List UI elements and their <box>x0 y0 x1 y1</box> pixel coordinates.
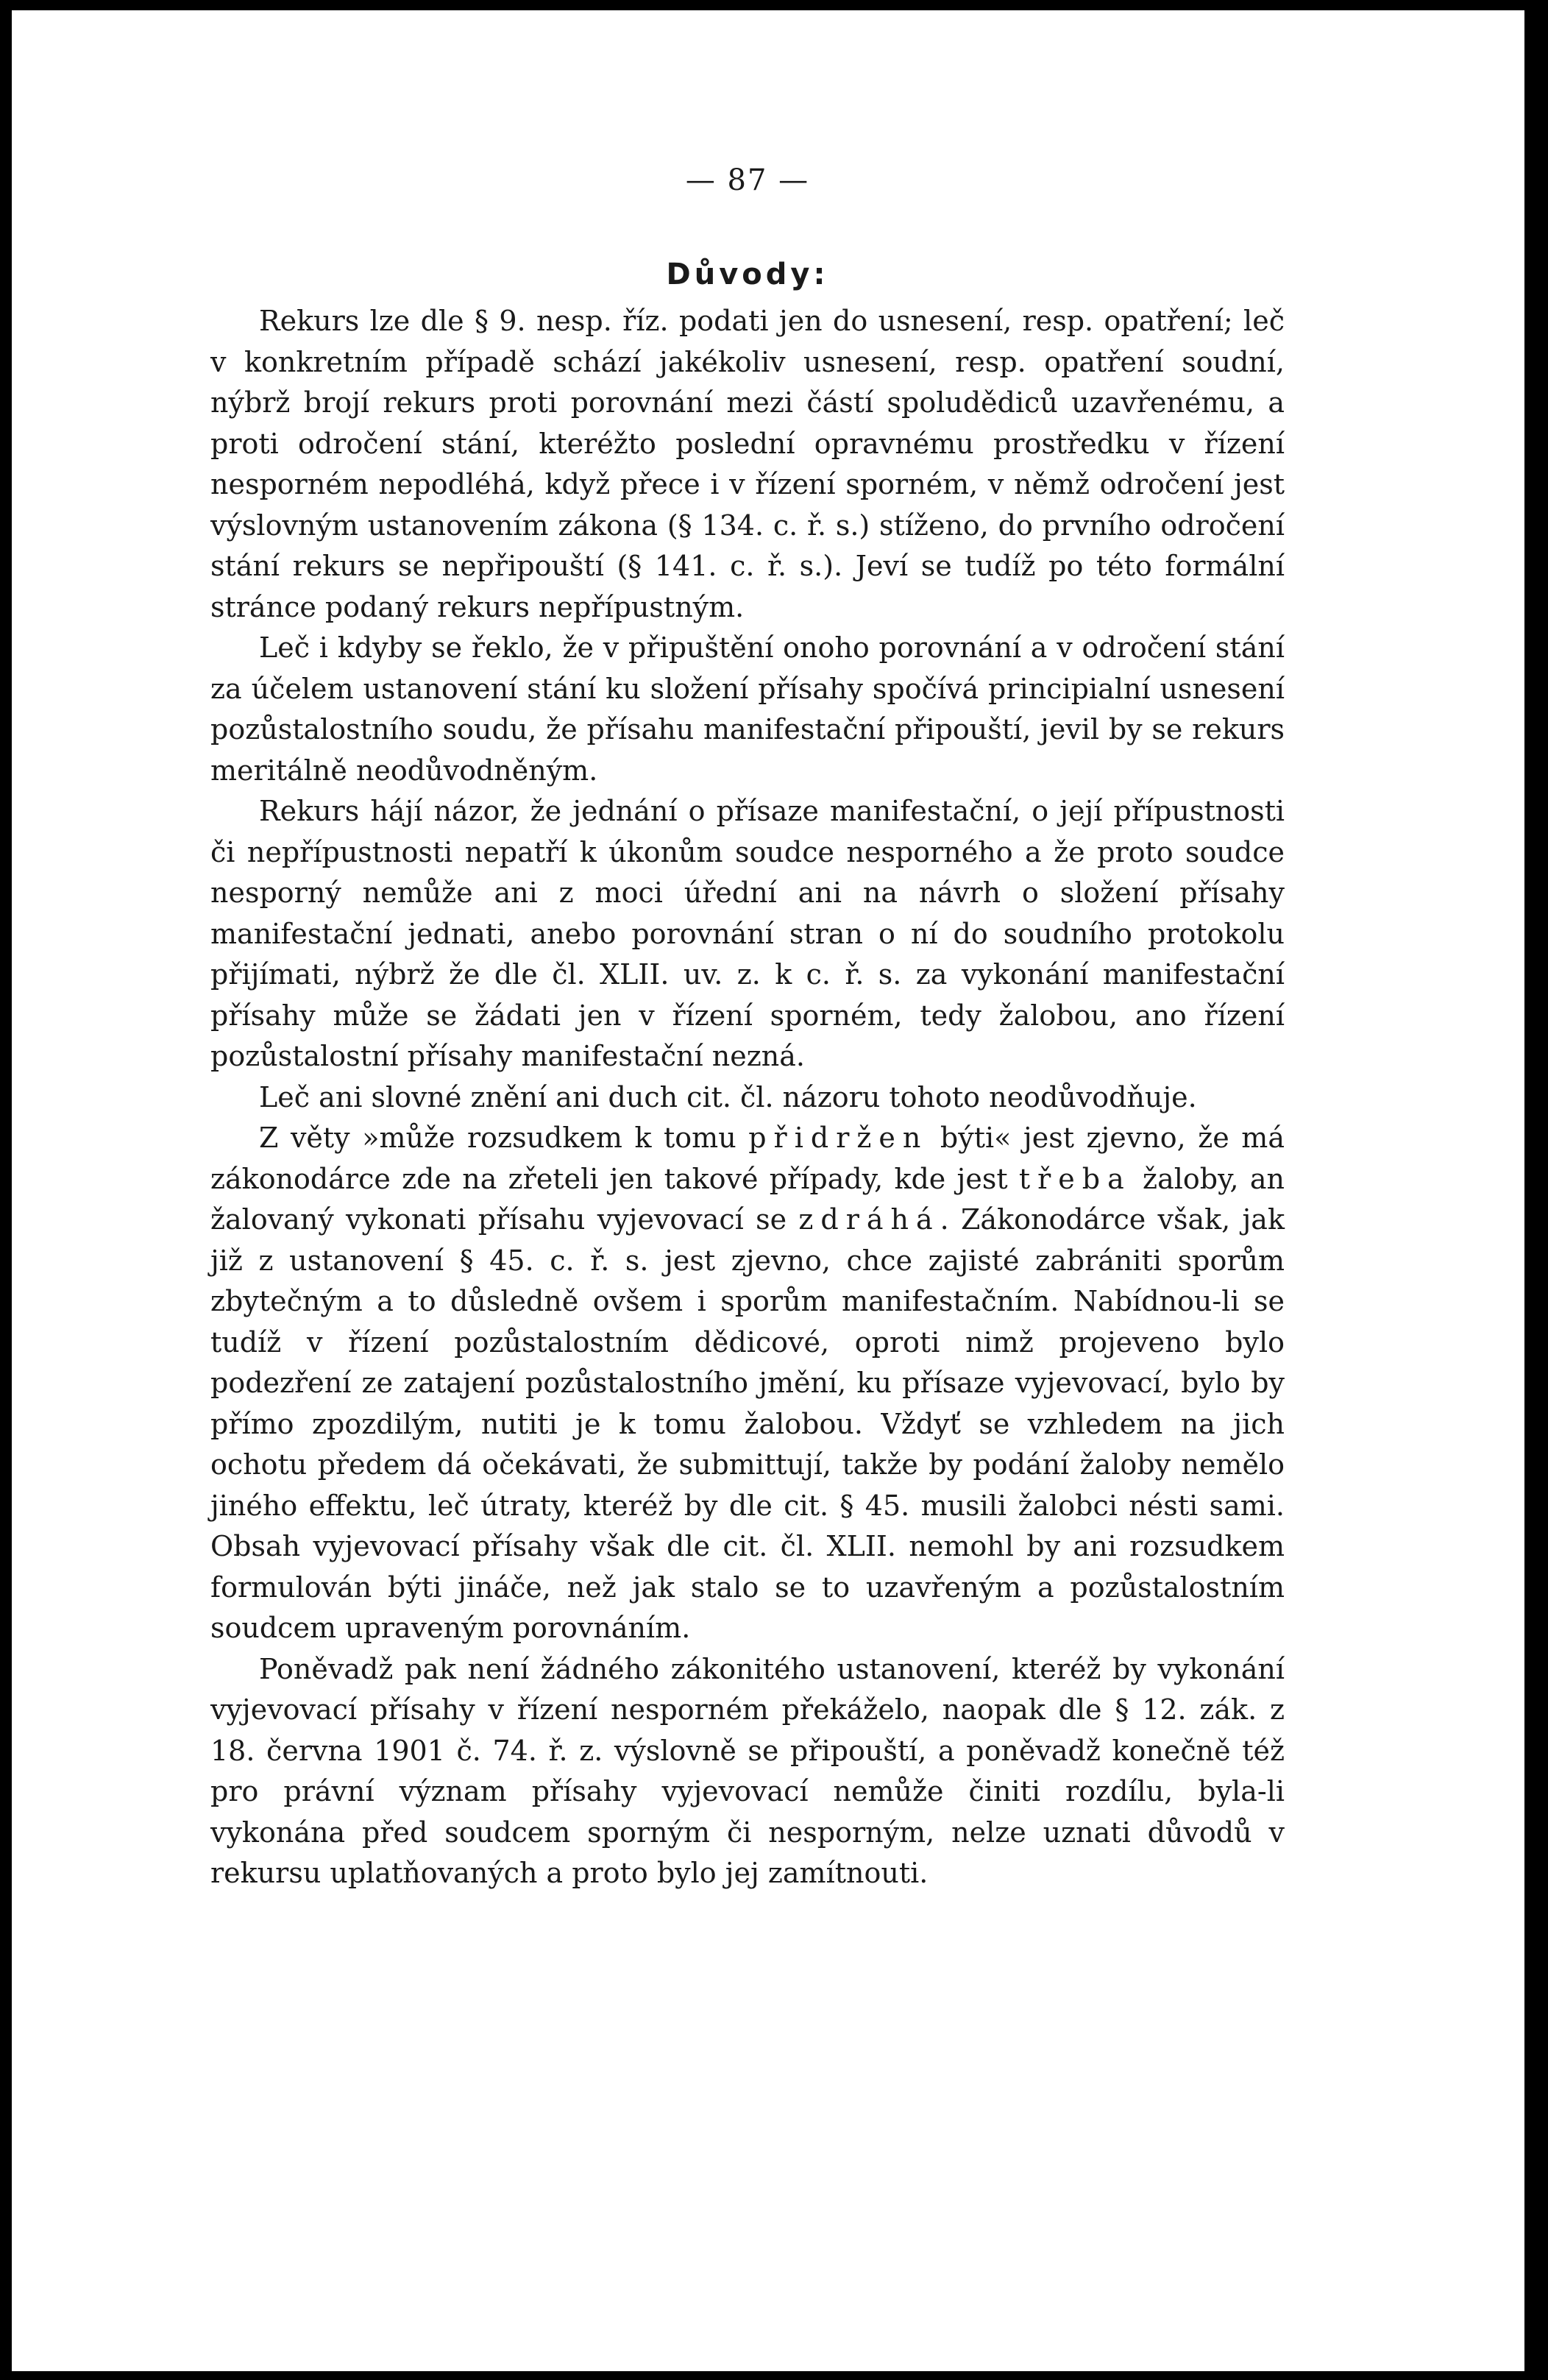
page-number: — 87 — <box>685 163 810 197</box>
paragraph-1: Rekurs lze dle § 9. nesp. říz. podati jen do usnesení, resp. opatření; leč v konkretním případě schází jakékoliv usnesení, resp. opatření soudní, nýbrž brojí rekurs proti porovnání mezi částí spoludědiců uzavřenému, a proti odročení stání, kteréžto poslední opravnému prostředku v řízení nesporném nepodléhá, když přece i v řízení sporném, v němž odročení jest výslovným ustanovením zákona (§ 134. c. ř. s.) stíženo, do prvního odročení stání rekurs se nepřipouští (§ 141. c. ř. s.). Jeví se tudíž po této formální stránce podaný rekurs nepřípustným. <box>210 305 1285 623</box>
spaced-word-treba: třeba <box>1018 1162 1132 1195</box>
paragraph-3: Rekurs hájí názor, že jednání o přísaze manifestační, o její přípustnosti či nepřípustnosti nepatří k úkonům soudce nesporného a že proto soudce nesporný nemůže ani z moci úřední ani na návrh o složení přísahy manifestační jednati, anebo porovnání stran o ní do soudního protokolu přijímati, nýbrž že dle čl. XLII. uv. z. k c. ř. s. za vykonání manifestační přísahy může se žádati jen v řízení sporném, tedy žalobou, ano řízení pozůstalostní přísahy manifestační nezná. <box>210 795 1285 1072</box>
paragraph-4: Leč ani slovné znění ani duch cit. čl. názoru tohoto neodůvodňuje. <box>259 1080 1197 1113</box>
paragraph-5 <box>210 1118 1285 1649</box>
paragraph-2: Leč i kdyby se řeklo, že v připuštění onoho porovnání a v odročení stání za účelem ustanovení stání ku složení přísahy spočívá principialní usnesení pozůstalostního soudu, že přísahu manifestační připouští, jevil by se rekurs meritálně neodůvodněným. <box>210 631 1285 787</box>
paragraph-6: Poněvadž pak není žádného zákonitého ustanovení, kteréž by vykonání vyjevovací přísahy v řízení nesporném překáželo, naopak dle § 12. zák. z 18. června 1901 č. 74. ř. z. výslovně se připouští, a poněvadž konečně též pro právní význam přísahy vyjevovací nemůže činiti rozdílu, byla-li vykonána před soudcem sporným či nesporným, nelze uznati důvodů v rekursu uplatňovaných a proto bylo jej zamítnouti. <box>210 1652 1285 1889</box>
paragraph-5-part-4: . Zákonodárce však, jak již z ustanovení § 45. c. ř. s. jest zjevno, chce zajisté zabrániti sporům zbytečným a to důsledně ovšem i sporům manifestačním. Nabídnou-li se tudíž v řízení pozůstalostním dědicové, oproti nimž projeveno bylo podezření ze zatajení pozůstalostního jmění, ku přísaze vyjevovací, bylo by přímo zpozdilým, nutiti je k tomu žalobou. Vždyť se vzhledem na jich ochotu předem dá očekávati, že submittují, takže by podání žaloby nemělo jiného effektu, leč útraty, kteréž by dle cit. § 45. musili žalobci nésti sami. Obsah vyjevovací přísahy však dle cit. čl. XLII. nemohl by ani rozsudkem formulován býti jináče, než jak stalo se to uzavřeným a pozůstalostním soudcem upraveným porovnáním. <box>210 1203 1285 1644</box>
spaced-word-zdraha: zdráhá <box>798 1203 940 1236</box>
paragraph-5-part-3: žaloby, an žalovaný vykonati přísahu vyjevovací se <box>210 1162 1285 1236</box>
text-column <box>210 143 1285 1894</box>
spaced-word-pridrzen: přidržen <box>748 1122 929 1154</box>
paragraph-5-part-2: býti« jest zjevno, že má zákonodárce zde na zřeteli jen takové případy, kde jest <box>210 1122 1285 1195</box>
section-heading: Důvody: <box>666 257 829 291</box>
page-sheet <box>12 10 1524 2371</box>
paragraph-5-part-1: Z věty »může rozsudkem k tomu <box>259 1122 749 1154</box>
